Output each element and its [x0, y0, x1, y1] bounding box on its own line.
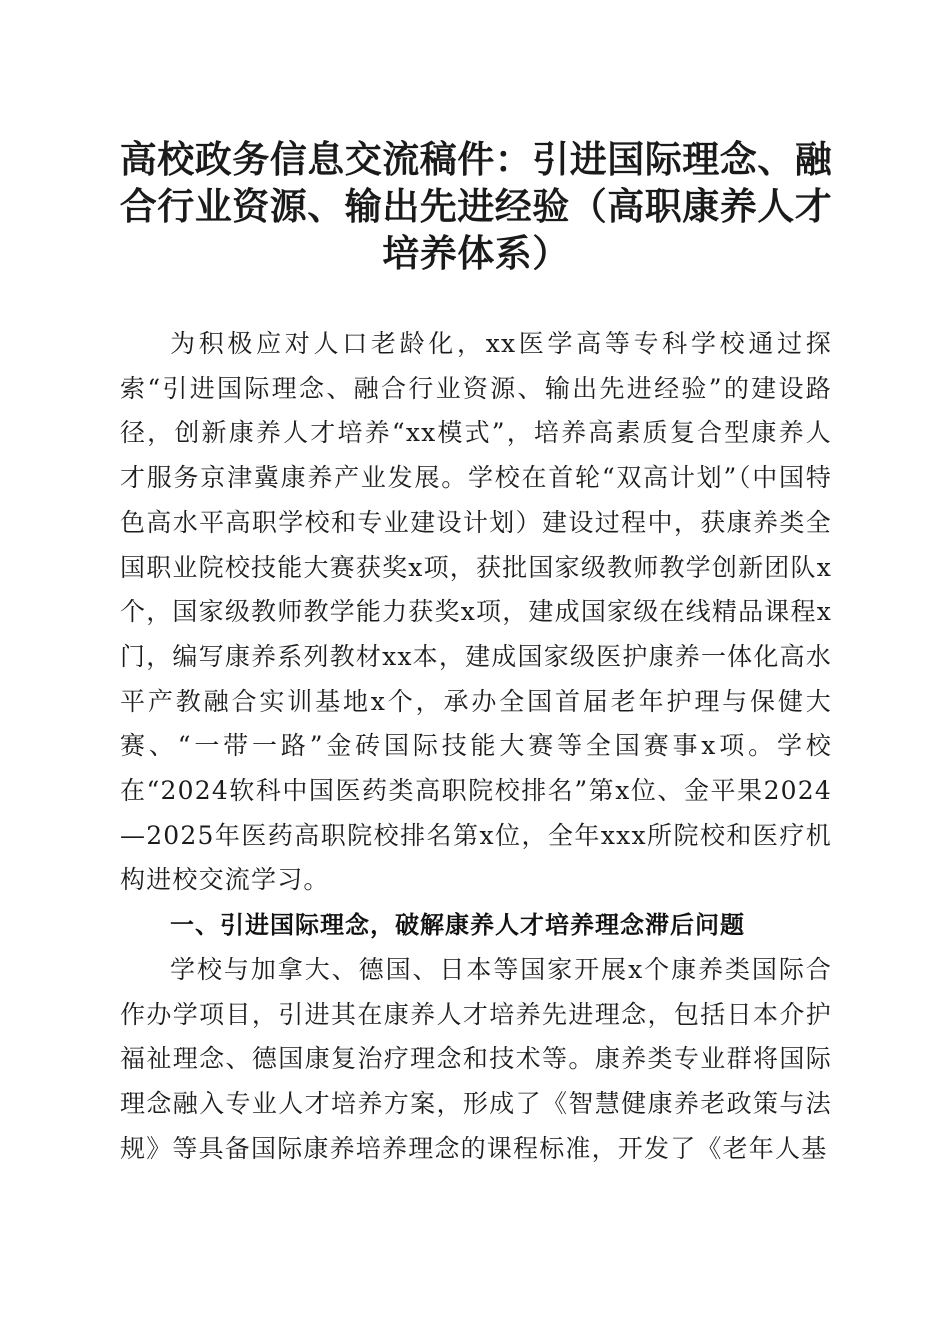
section-paragraph: 学校与加拿大、德国、日本等国家开展x个康养类国际合作办学项目，引进其在康养人才培养先进理念，包括日本介护福祉理念、德国康复治疗理念和技术等。康养类专业群将国际理念融入专业人才培养方案，形成了《智慧健康养老政策与法规》等具备国际康养培养理念的课程标准，开发了《老年人基: [120, 954, 832, 1163]
document-body: [120, 322, 832, 1171]
document-title: 高校政务信息交流稿件：引进国际理念、融合行业资源、输出先进经验（高职康养人才培养体系）: [119, 137, 833, 275]
intro-paragraph: 为积极应对人口老龄化，xx医学高等专科学校通过探索“引进国际理念、融合行业资源、输出先进经验”的建设路径，创新康养人才培养“xx模式”，培养高素质复合型康养人才服务京津冀康养产业发展。学校在首轮“双高计划”（中国特色高水平高职学校和专业建设计划）建设过程中，获康养类全国职业院校技能大赛获奖x项，获批国家级教师教学创新团队x个，国家级教师教学能力获奖x项，建成国家级在线精品课程x门，编写康养系列教材xx本，建成国家级医护康养一体化高水平产教融合实训基地x个，承办全国首届老年护理与保健大赛、“一带一路”金砖国际技能大赛等全国赛事x项。学校在“2024软科中国医药类高职院校排名”第x位、金平果2024—2025年医药高职院校排名第x位，全年xxx所院校和医疗机构进校交流学习。: [120, 329, 832, 895]
section-heading: 一、引进国际理念，破解康养人才培养理念滞后问题: [170, 911, 745, 940]
